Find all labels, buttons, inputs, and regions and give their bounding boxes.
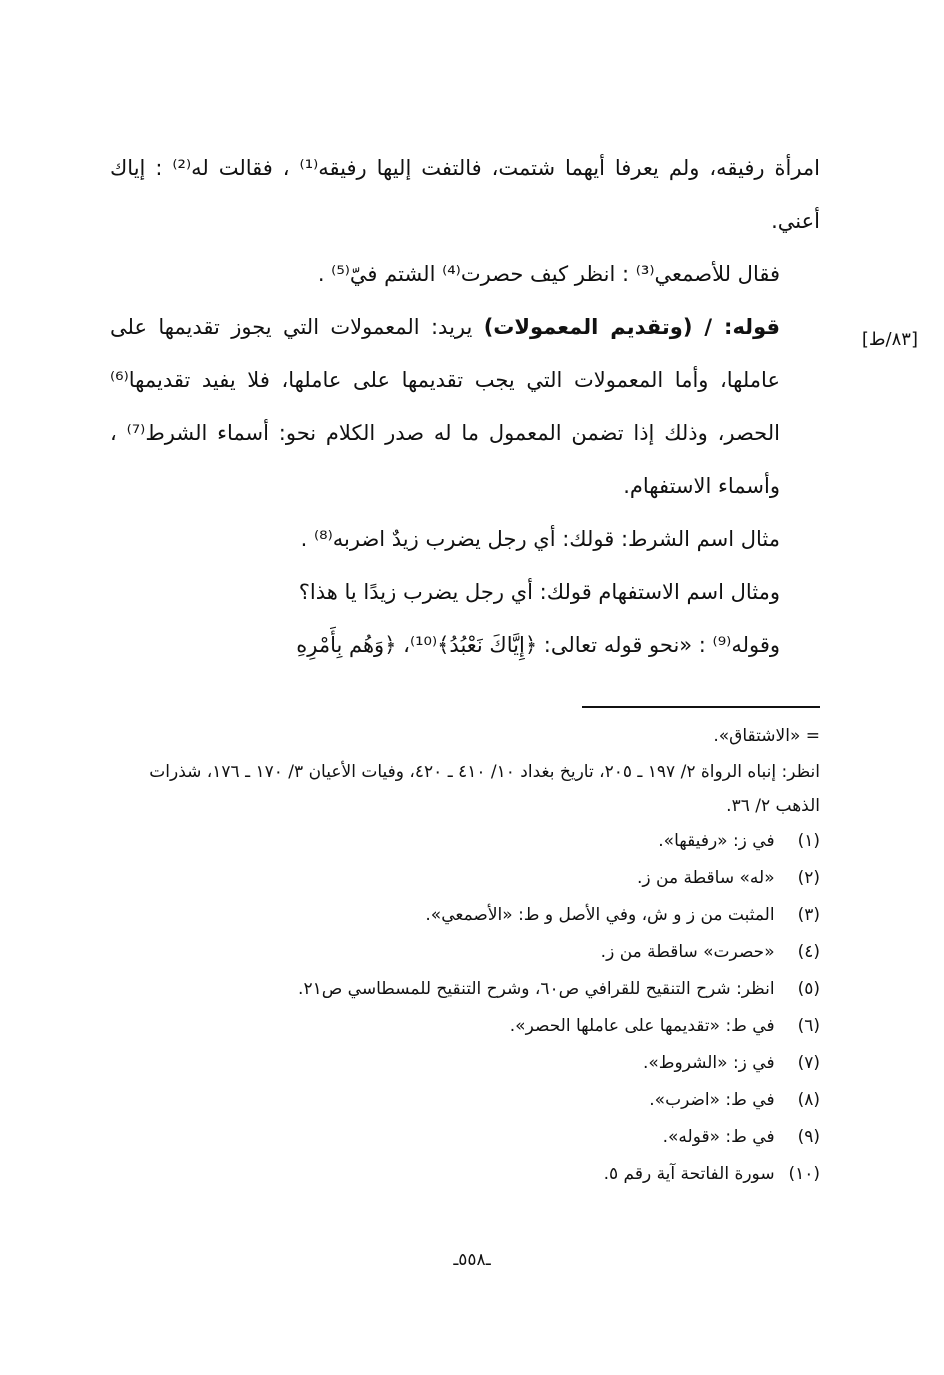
- paragraph-1: امرأة رفيقه، ولم يعرفا أيهما شتمت، فالتفت إليها رفيقه⁽¹⁾ ، فقالت له⁽²⁾ : إياك أعني.: [110, 156, 820, 233]
- paragraph-4: مثال اسم الشرط: قولك: أي رجل يضرب زيدٌ اضربه⁽⁸⁾ .: [300, 527, 780, 551]
- footnote-text: في ط: «اضرب».: [649, 1090, 775, 1110]
- footnote-text: المثبت من ز و ش، وفي الأصل و ط: «الأصمعي».: [425, 905, 775, 925]
- footnote-4: [110, 934, 820, 971]
- footnote-continuation-1: = «الاشتقاق».: [713, 726, 820, 746]
- footnote-3: [110, 897, 820, 934]
- footnote-7: [110, 1045, 820, 1082]
- footnote-separator: [582, 706, 820, 708]
- page-number: ـ٥٥٨ـ: [453, 1250, 491, 1270]
- footnote-text: في ز: «رفيقها».: [658, 831, 775, 851]
- paragraph-6: وقوله⁽⁹⁾ : «نحو قوله تعالى: ﴿إِيَّاكَ نَعْبُدُ﴾⁽¹⁰⁾، ﴿وَهُم بِأَمْرِهِ: [296, 633, 780, 657]
- footnote-number: (٧): [797, 1053, 820, 1073]
- footnote-10: [110, 1156, 820, 1193]
- paragraph-2: فقال للأصمعي⁽³⁾ : انظر كيف حصرت⁽⁴⁾ الشتم فيّ⁽⁵⁾ .: [317, 262, 780, 286]
- footnotes: [110, 718, 820, 1193]
- footnote-number: (٥): [797, 979, 820, 999]
- paragraph-3-text: يريد: المعمولات التي يجوز تقديمها على عاملها، وأما المعمولات التي يجب تقديمها على عاملها، فلا يفيد تقديمها⁽⁶⁾ الحصر، وذلك إذا تضمن المعمول ما له صدر الكلام نحو: أسماء الشرط⁽⁷⁾ ، وأسماء الاستفهام.: [110, 315, 780, 498]
- footnote-text: انظر: شرح التنقيح للقرافي ص٦٠، وشرح التنقيح للمسطاسي ص٢١.: [298, 979, 775, 999]
- footnote-9: [110, 1119, 820, 1156]
- footnote-6: [110, 1008, 820, 1045]
- footnote-number: (٩): [797, 1127, 820, 1147]
- paragraph-3: [110, 301, 820, 513]
- footnote-number: (٨): [797, 1090, 820, 1110]
- footnote-number: (١): [797, 831, 820, 851]
- footnote-text: «له» ساقطة من ز.: [637, 868, 775, 888]
- footnote-number: (٦): [797, 1016, 820, 1036]
- footnote-text: سورة الفاتحة آية رقم ٥.: [603, 1164, 775, 1184]
- footnote-8: [110, 1082, 820, 1119]
- footnote-number: (٢): [797, 868, 820, 888]
- footnote-1: [110, 823, 820, 860]
- paragraph-3-lead: قوله: / (وتقديم المعمولات): [483, 315, 780, 339]
- footnote-text: في ط: «قوله».: [662, 1127, 775, 1147]
- margin-note: [٨٣/ط]: [861, 329, 918, 350]
- main-text: [110, 142, 820, 672]
- footnote-number: (٤): [797, 942, 820, 962]
- footnote-number: (٣): [797, 905, 820, 925]
- paragraph-5: ومثال اسم الاستفهام قولك: أي رجل يضرب زيدًا يا هذا؟: [298, 580, 780, 604]
- footnote-continuation-2: انظر: إنباه الرواة ٢/ ١٩٧ ـ ٢٠٥، تاريخ بغداد ١٠/ ٤١٠ ـ ٤٢٠، وفيات الأعيان ٣/ ١٧٠ ـ ١٧٦، شذرات الذهب ٢/ ٣٦.: [149, 762, 820, 816]
- footnote-text: في ز: «الشروط».: [642, 1053, 775, 1073]
- footnote-text: «حصرت» ساقطة من ز.: [600, 942, 775, 962]
- footnote-2: [110, 860, 820, 897]
- footnote-5: [110, 971, 820, 1008]
- footnote-text: في ط: «تقديمها على عاملها الحصر».: [509, 1016, 775, 1036]
- footnote-number: (١٠): [788, 1164, 820, 1184]
